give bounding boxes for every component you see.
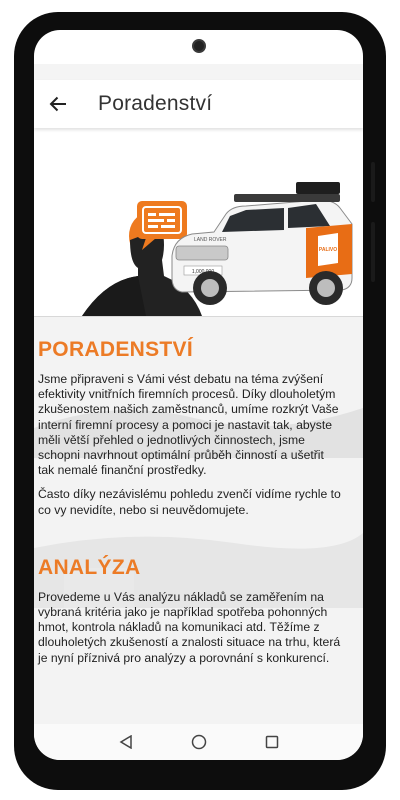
arrow-left-icon (49, 96, 67, 112)
section-heading: ANALÝZA (38, 555, 141, 579)
hero-illustration (34, 128, 363, 316)
section-paragraph (38, 590, 363, 666)
wifi-icon (64, 40, 77, 50)
text-line: měli větší přehled o jednotlivých činnostech, jsme (38, 432, 305, 447)
status-icons-left (46, 40, 93, 50)
volume-button (371, 162, 375, 202)
battery-level (311, 42, 320, 48)
square-recents-icon[interactable] (265, 735, 279, 749)
front-camera (192, 39, 206, 53)
text-line: dlouholetých zkušeností a znalosti situace na trhu, která (38, 635, 341, 650)
car-brand-text: LAND ROVER (194, 237, 227, 243)
vibrate-icon (263, 40, 274, 50)
section-paragraph (38, 372, 363, 478)
text-line: Jsme připraveni s Vámi vést debatu na téma zvýšení (38, 372, 324, 386)
land-rover-car (172, 182, 352, 305)
text-line: Provedeme u Vás analýzu nákladů se zaměřením na (38, 589, 324, 604)
text-line: schopni navrhnout optimální průběh činností a ušetřit (38, 448, 324, 463)
hero-banner (34, 128, 363, 317)
status-icons-right (250, 39, 354, 51)
previous-screen-strip (34, 64, 363, 81)
scroll-content[interactable] (34, 128, 363, 724)
back-button[interactable] (36, 80, 80, 128)
clock: 7:21 (331, 39, 353, 51)
text-line: tak nemalé finanční prostředky. (38, 463, 207, 478)
page-title: Poradenství (98, 92, 213, 115)
section-paragraph (38, 487, 363, 517)
text-line: efektivity vnitřních firemních procesů. Díky dlouholetým (38, 387, 336, 402)
text-line: zkušenostem našich zaměstnanců, umíme rozkrýt Vaše (38, 402, 339, 417)
phone-screen (34, 30, 363, 760)
circle-home-icon[interactable] (191, 734, 207, 750)
article (38, 338, 363, 675)
car-plate-text: 1,000,000 (191, 269, 215, 275)
car-door-badge: PALIVO (318, 247, 338, 253)
battery-percent: 62 % (278, 39, 304, 51)
battery-icon (309, 40, 327, 50)
bluetooth-icon (250, 40, 258, 51)
app-content (34, 64, 363, 724)
text-line: Často díky nezávislému pohledu zvenčí vidíme rychle to (38, 487, 341, 502)
system-nav-bar (34, 724, 363, 760)
signal-icon (46, 40, 58, 50)
text-line: co vy nevidíte, nebo si neuvědomujete. (38, 502, 249, 517)
text-line: vybraná kritéria jako je například spotřeba pohonných (38, 605, 328, 620)
status-bar (34, 30, 363, 64)
text-line: interní firemní procesy a pomoci je nastavit tak, abyste (38, 417, 332, 432)
app-bar (34, 80, 363, 128)
text-line: je nyní příznivá pro analýzy a porovnání s konkurencí. (38, 650, 330, 665)
text-line: hmot, kontrola nákladů na komunikaci atd. Těžíme z (38, 620, 320, 635)
power-button (371, 222, 375, 282)
nfc-icon (83, 40, 93, 50)
section-heading: PORADENSTVÍ (38, 338, 193, 361)
triangle-back-icon[interactable] (119, 735, 133, 749)
